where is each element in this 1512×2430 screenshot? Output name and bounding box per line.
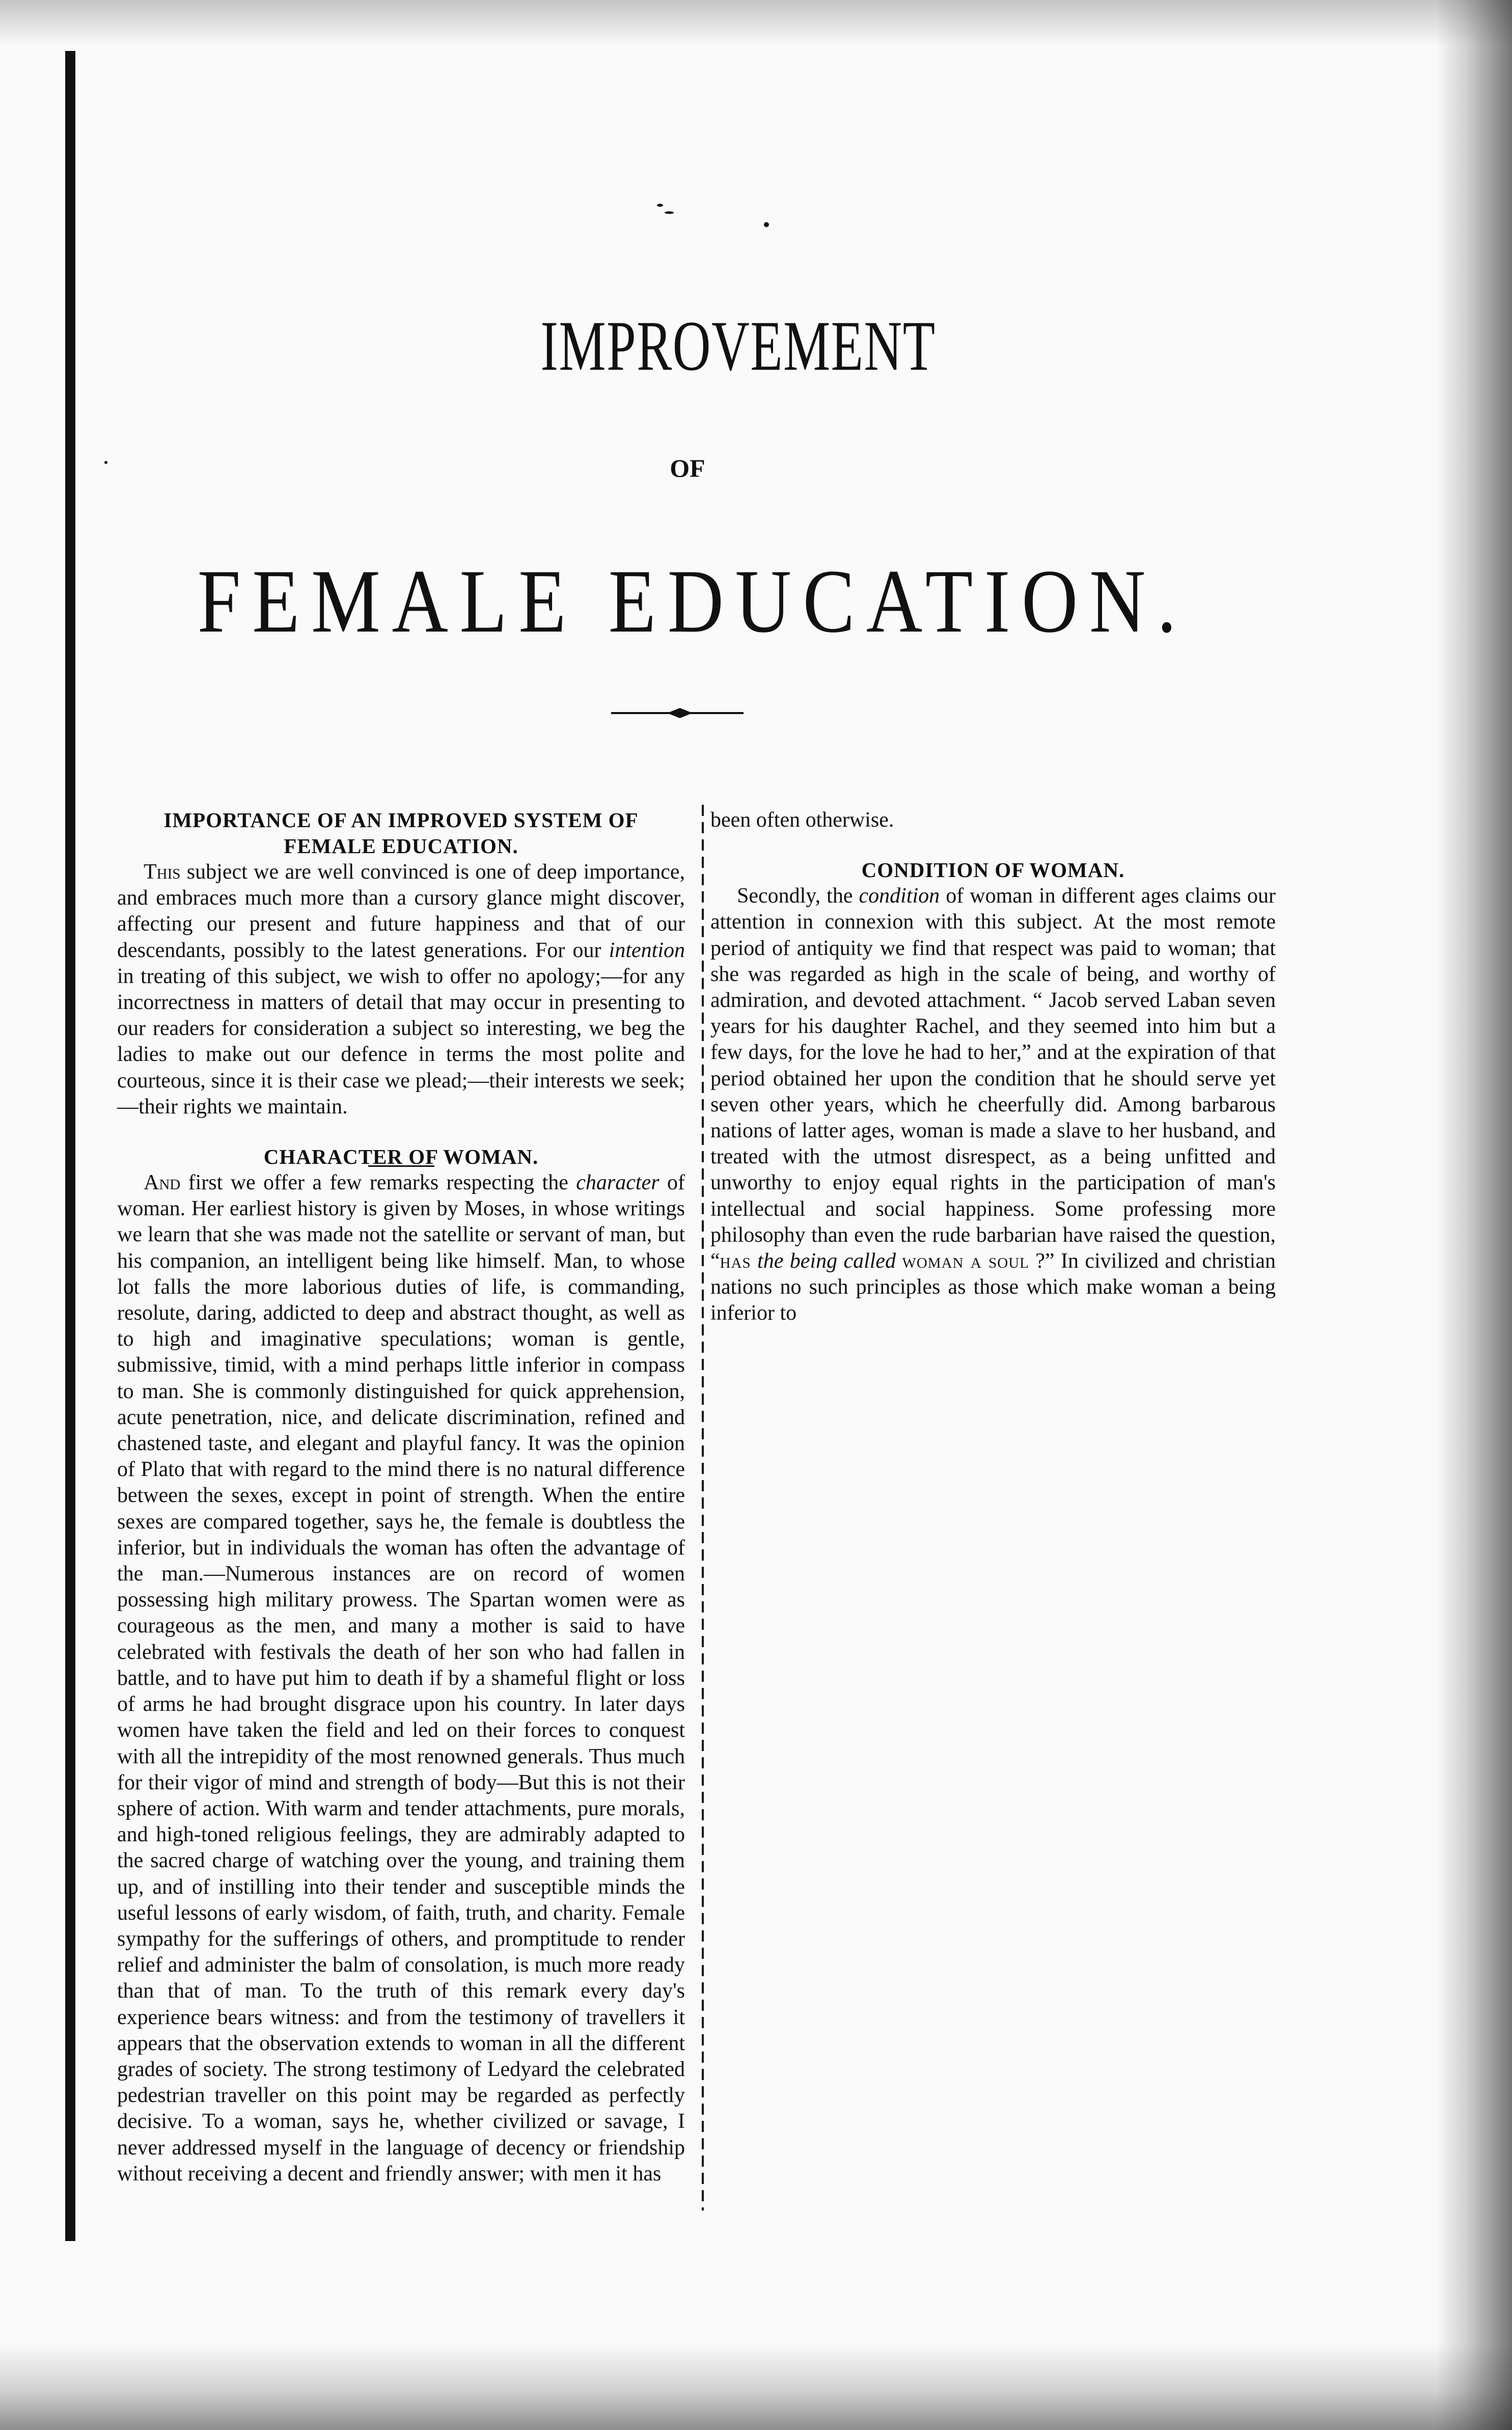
print-speck — [657, 204, 663, 207]
emphasis: character — [576, 1171, 659, 1195]
small-caps-run: woman a soul — [902, 1249, 1029, 1273]
title-line-1: IMPROVEMENT — [540, 307, 936, 386]
emphasis: the being called — [751, 1249, 902, 1273]
text-run: of woman in different ages claims our attention in connexion with this subject. At the most remote period of antiquity we find that respect was paid to woman; that she was regarded as high in the scale of being, and worthy of admiration, and devoted attachment. “ Jacob served Laban seven years for his daughter Rachel, and they seemed into him but a few days, for the love he had to her,” and at the expiration of that period obtained her upon the condition that he should serve yet seven other years, which he cheerfully did. Among barbarous nations of latter ages, woman is made a slave to her husband, and treated with the utmost disrespect, as a being unfitted and unworthy to enjoy equal rights in the participation of man's intellectual and social happiness. Some professing more philosophy than even the rude barbarian have raised the question, “ — [710, 884, 1276, 1273]
print-speck — [665, 211, 674, 214]
text-run: subject we are well convinced is one of deep importance, and embraces much more than a cursory glance might discover, affecting our present and future happiness and that of our descendants, possibly to the latest generations. For our — [117, 860, 685, 962]
section-heading-condition: CONDITION OF WOMAN. — [861, 858, 1125, 882]
title-ornament-rule — [611, 705, 744, 721]
text-run: of woman. Her earliest history is given by Moses, in whose writings we learn that she was made not the satellite or servant of man, but his companion, an intelligent being like himself. Man, to whose lot falls the more laborious duties of life, is commanding, resolute, daring, addicted to deep and abstract thought, as well as to high and imaginative speculations; woman is gentle, submissive, timid, with a mind perhaps little inferior in compass to man. She is commonly distinguished for quick apprehension, acute penetration, nice, and delicate discrimination, refined and chastened taste, and elegant and playful fancy. It was the opinion of Plato that with regard to the mind there is no natural difference between the sexes, except in point of strength. When the entire sexes are compared together, says he, the female is doubtless the inferior, but in individuals the woman has often the advantage of the man.—Numerous instances are on record of women possessing high military prowess. The Spartan women were as courageous as the men, and many a mother is said to have celebrated with festivals the death of her son who had fallen in battle, and to have put him to death if by a shameful flight or loss of arms he had brought disgrace upon his country. In later days women have taken the field and led on their forces to conquest with all the intrepidity of the most renowned generals. Thus much for their vigor of mind and strength of body—But this is not their sphere of action. With warm and tender attachments, pure morals, and high-toned religious feelings, they are admirably adapted to the sacred charge of watching over the young, and training them up, and of instilling into their tender and susceptible minds the useful lessons of early wisdom, of faith, truth, and charity. Female sympathy for the sufferings of others, and promptitude to render relief and administer the balm of consolation, is much more ready than that of man. To the truth of this remark every day's experience bears witness: and from the testimony of travellers it appears that the observation extends to woman in all the different grades of society. The strong testimony of Ledyard the celebrated pedestrian traveller on this point may be regarded as perfectly decisive. To a woman, says he, whether civilized or savage, I never addressed myself in the language of decency or friendship without receiving a decent and friendly answer; with men it has — [117, 1171, 685, 2186]
emphasis: condition — [859, 884, 940, 908]
text-run: in treating of this subject, we wish to offer no apology;—for any incorrectness in matters of detail that may occur in presenting to our readers for consideration a subject so interesting, we beg the ladies to make out our defence in terms the most polite and courteous, since it is their case we plead;—their interests we seek;—their rights we maintain. — [117, 964, 685, 1118]
print-speck — [764, 222, 769, 227]
column-divider — [702, 805, 704, 2210]
text-run: ?” In civilized and christian nations no such principles as those which make woman a being inferior to — [710, 1249, 1276, 1325]
small-caps-run: has — [720, 1249, 751, 1273]
section-heading-importance: IMPORTANCE OF AN IMPROVED SYSTEM OF FEMALE EDUCATION. — [163, 808, 639, 858]
emphasis: intention — [609, 938, 685, 962]
paragraph-condition — [710, 883, 1276, 1326]
continued-character-text-spacer — [710, 807, 1276, 833]
text-run: first we offer a few remarks respecting the — [180, 1171, 576, 1195]
section-heading-character: CHARACTER OF WOMAN. — [263, 1145, 539, 1169]
title-connector: OF — [670, 454, 705, 482]
article-column-left — [117, 807, 685, 2187]
paragraph-importance — [117, 859, 685, 1120]
print-speck — [104, 461, 107, 464]
page-edge-shadow-right — [1436, 0, 1512, 2430]
paragraph-character — [117, 1170, 685, 2187]
drop-lead: And — [144, 1171, 181, 1195]
title-line-2: FEMALE EDUCATION. — [197, 551, 1188, 651]
page-edge-shadow-top — [0, 0, 1512, 46]
binding-edge — [65, 51, 75, 2241]
text-run: Secondly, the — [737, 884, 859, 908]
paragraph-character-continued: been often otherwise. — [710, 808, 894, 832]
drop-lead: This — [144, 860, 181, 884]
page-edge-shadow-bottom — [0, 2343, 1512, 2430]
article-column-right — [710, 807, 1276, 1327]
